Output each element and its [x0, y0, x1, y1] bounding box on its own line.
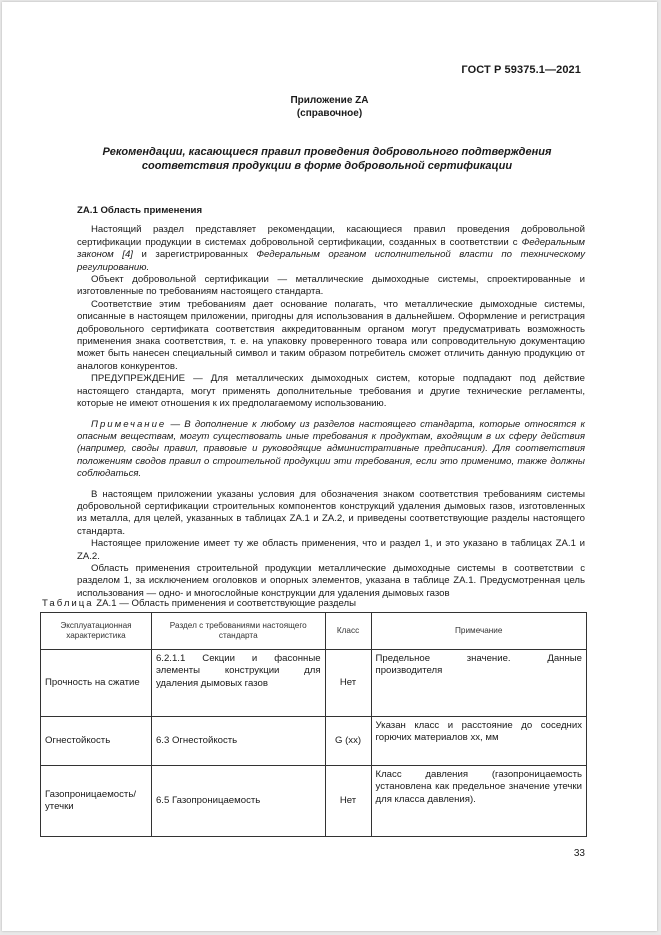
paragraph-6: Настоящее приложение имеет ту же область применения, что и раздел 1, и это указано в таблицах ZA.1 и ZA.2. [77, 538, 585, 562]
paragraph-1 [77, 224, 585, 274]
header-class: Класс [325, 613, 371, 650]
cell-characteristic: Газопроницаемость/ утечки [41, 766, 152, 837]
cell-characteristic: Огнестойкость [41, 717, 152, 766]
paragraph-1-authority: Федеральным органом исполнительной власти по техническому регулированию. [77, 249, 586, 273]
header-characteristic: Эксплуатационная характеристика [41, 613, 152, 650]
cell-section: 6.2.1.1 Секции и фасонные элементы конструкции для удаления дымовых газов [151, 650, 325, 717]
section-number: ZA.1 [77, 205, 98, 216]
paragraph-5: В настоящем приложении указаны условия для обозначения знаком соответствия требованиям системы добровольной сертификации строительных компонентов конструкций удаления дымовых газов, изготовленных из металла, для целей, указанных в таблицах ZA.1 и ZA.2, и приведены соответствующие разделы настоящего стандарта. [77, 488, 585, 537]
note-label: Примечание [91, 418, 167, 430]
paragraph-1-text-a: Настоящий раздел представляет рекомендации, касающиеся правил проведения добровольной сертификации продукции в системах добровольной сертификации, созданных в соответствии с [77, 224, 585, 248]
page-number: 33 [573, 848, 585, 859]
cell-characteristic: Прочность на сжатие [41, 650, 152, 717]
paragraph-7: Область применения строительной продукции металлические дымоходные системы в соответствии с разделом 1, за исключением оголовков и опорных элементов, указана в таблице ZA.1. Предусмотренная цель использования — одно- и многослойные конструкции для удаления дымовых газов [77, 562, 585, 599]
cell-class: Нет [325, 650, 371, 717]
paragraph-2: Объект добровольной сертификации — металлические дымоходные системы, спроектированные и изготовленные по требованиям настоящего стандарта. [77, 274, 585, 298]
table-caption [42, 598, 356, 609]
section-body [77, 205, 585, 600]
cell-note: Указан класс и расстояние до соседних горючих материалов хх, мм [371, 717, 587, 766]
warning-paragraph: ПРЕДУПРЕЖДЕНИЕ — Для металлических дымоходных систем, которые подпадают под действие настоящего стандарта, могут применять дополнительные требования и другие технические регламенты, которые не имеют отношения к их предполагаемому использованию. [77, 373, 585, 410]
cell-note: Предельное значение. Данные производителя [371, 650, 587, 717]
paragraph-1-text-b: и зарегистрированных [132, 249, 257, 261]
standard-code: ГОСТ Р 59375.1—2021 [461, 64, 581, 76]
cell-class: G (хх) [325, 717, 371, 766]
table-caption-label: Таблица [42, 598, 94, 609]
cell-class: Нет [325, 766, 371, 837]
section-title: Область применения [100, 205, 203, 216]
cell-section: 6.5 Газопроницаемость [151, 766, 325, 837]
note-text: — В дополнение к любому из разделов настоящего стандарта, которые относятся к опасным веществам, могут существовать иные требования к продуктам, входящим в их сферу действия (например, своды правил, правовые и руководящие административные предписания). Для соответствия положениям сводов правил о строительной продукции эти требования, если это применимо, также должны соблюдаться. [77, 418, 585, 480]
table-row [41, 717, 587, 766]
annex-heading [2, 94, 657, 120]
cell-section: 6.3 Огнестойкость [151, 717, 325, 766]
recommendations-title: Рекомендации, касающиеся правил проведения добровольного подтверждения соответствия продукции в форме добровольной сертификации [102, 146, 552, 172]
document-page [2, 2, 657, 931]
table-row [41, 650, 587, 717]
table-header-row [41, 613, 587, 650]
table-caption-text: ZA.1 — Область применения и соответствующие разделы [96, 598, 357, 609]
table-row [41, 766, 587, 837]
paragraph-3: Соответствие этим требованиям дает основание полагать, что металлические дымоходные системы, описанные в настоящем приложении, пригодны для использования в дальнейшем. Оформление и регистрация добровольного сертификата соответствия аккредитованным органом могут предусматривать возможность применения знака соответствия, т. е. на упаковку проверенного товара или сопроводительную документацию может быть нанесен специальный символ и таким образом потребитель сможет отличить данную продукцию от аналогов конкурентов. [77, 298, 585, 372]
cell-note: Класс давления (газопроницаемость установлена как предельное значение утечки для класса давления). [371, 766, 587, 837]
section-heading [77, 205, 585, 217]
paragraph-1-law-ref: Федеральным законом [4] [77, 236, 585, 261]
scope-table [40, 612, 587, 837]
note-paragraph [77, 419, 585, 481]
annex-title: Приложение ZA [290, 95, 369, 106]
header-note: Примечание [371, 613, 587, 650]
header-section: Раздел с требованиями настоящего стандарта [151, 613, 325, 650]
annex-status: (справочное) [296, 108, 363, 119]
